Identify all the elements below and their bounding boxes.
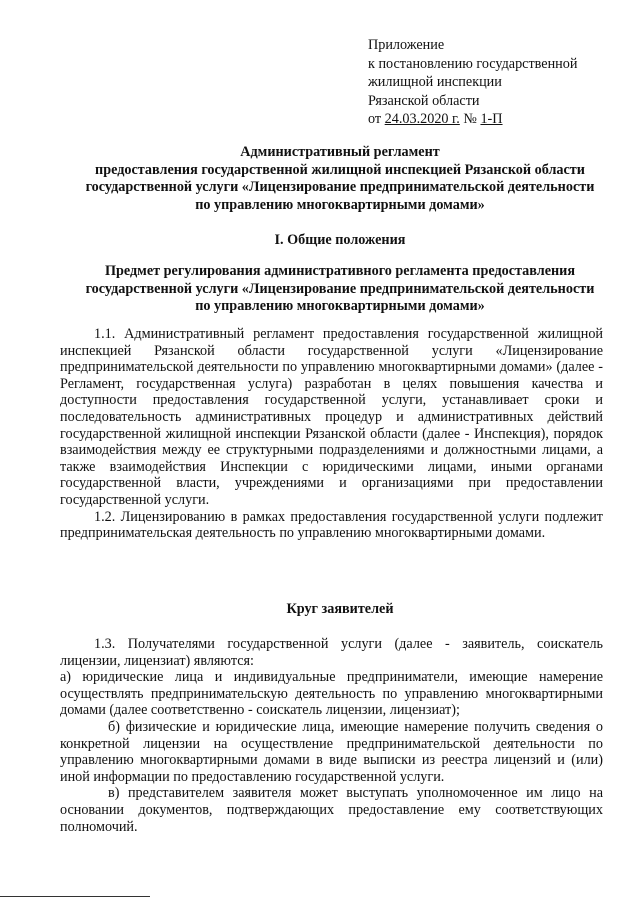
general-provisions-body [60, 326, 603, 542]
item-c: в) представителем заявителя может выступать уполномоченное им лицо на основании документов, подтверждающих предоставление ему соответствующих полномочий. [60, 785, 603, 835]
paragraph-1-2: 1.2. Лицензированию в рамках предоставления государственной услуги подлежит предпринимательская деятельность по управлению многоквартирными домами. [60, 508, 603, 542]
title-line: государственной услуги «Лицензирование предпринимательской деятельности [85, 179, 595, 195]
resolution-date: 24.03.2020 г. [384, 111, 460, 127]
applicants-heading: Круг заявителей [286, 601, 394, 617]
title-line: по управлению многоквартирными домами» [195, 196, 485, 213]
subject-line: государственной услуги «Лицензирование предпринимательской деятельности [85, 280, 595, 297]
appendix-date-line [368, 110, 618, 129]
title-line: Административный регламент [240, 144, 440, 160]
document-title [60, 144, 620, 214]
paragraph-1-3: 1.3. Получателями государственной услуги (далее - заявитель, соискатель лицензии, лицензиат) являются: [60, 636, 603, 669]
item-b: б) физические и юридические лица, имеющие намерение получить сведения о конкретной лицензии на осуществление предпринимательской деятельности по управлению многоквартирными домами в виде выписки из реестра лицензий и (или) иной информации по предоставлению государственной услуги. [60, 718, 603, 785]
section-heading: I. Общие положения [274, 232, 406, 248]
appendix-line: к постановлению государственной [368, 55, 578, 72]
item-a: а) юридические лица и индивидуальные предприниматели, имеющие намерение осуществлять предпринимательскую деятельность по управлению многоквартирными домами (далее соответственно - соискатель лицензии, лицензиат); [60, 669, 603, 719]
paragraph-1-1: 1.1. Административный регламент предоставления государственной жилищной инспекцией Рязанской области государственной услуги «Лицензирование предпринимательской деятельности по управлению многоквартирными домами» (далее - Регламент, государственная услуга) разработан в целях повышения качества и доступности предоставления государственной услуги, устанавливает сроки и последовательность административных процедур и административных действий государственной жилищной инспекции Рязанской области (далее - Инспекция), порядок взаимодействия между ее структурными подразделениями и должностными лицами, а также взаимодействия Инспекции с юридическими лицами, иными органами государственной власти, учреждениями и организациями при предоставлении государственной услуги. [60, 326, 603, 508]
resolution-number: 1-П [480, 111, 503, 127]
applicants-body [60, 636, 603, 835]
appendix-line: Рязанской области [368, 92, 480, 109]
number-prefix: № [459, 111, 481, 127]
subject-line: Предмет регулирования административного регламента предоставления [104, 263, 576, 279]
subject-heading [60, 263, 620, 316]
appendix-block [368, 36, 618, 129]
date-prefix: от [368, 111, 385, 127]
footer-divider [0, 896, 150, 897]
subject-line: по управлению многоквартирными домами» [195, 298, 485, 314]
title-line: предоставления государственной жилищной инспекцией Рязанской области [95, 161, 585, 178]
appendix-line: жилищной инспекции [368, 74, 502, 90]
appendix-line: Приложение [368, 37, 445, 53]
